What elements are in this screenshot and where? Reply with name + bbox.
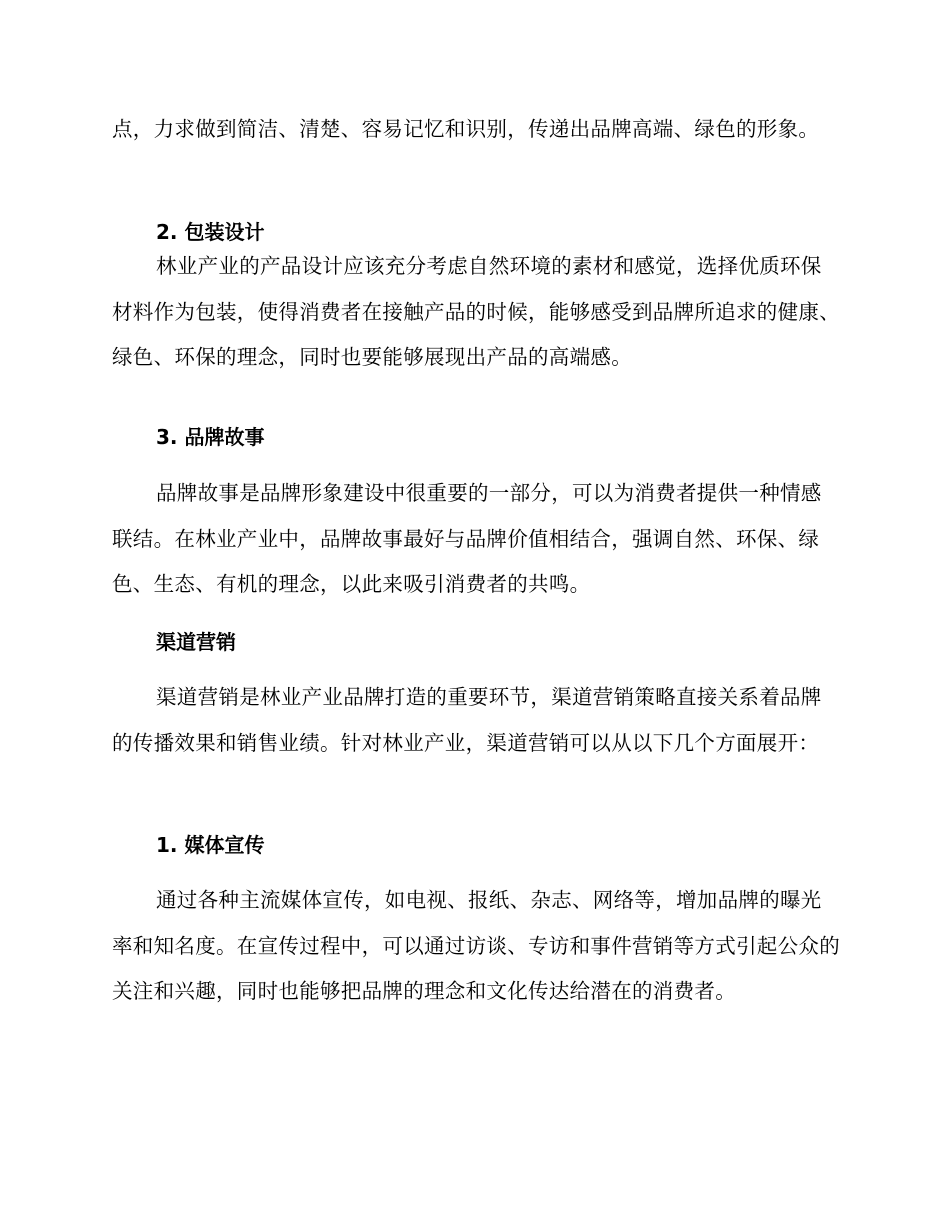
intro-paragraph-continuation: 点，力求做到简洁、清楚、容易记忆和识别，传递出品牌高端、绿色的形象。 — [112, 117, 820, 141]
section-paragraph-brand-story: 品牌故事是品牌形象建设中很重要的一部分，可以为消费者提供一种情感联结。在林业产业中，品牌故事最好与品牌价值相结合，强调自然、环保、绿色、生态、有机的理念，以此来吸引消费者的共鸣。 — [112, 481, 822, 596]
section-paragraph-channel-marketing: 渠道营销是林业产业品牌打造的重要环节，渠道营销策略直接关系着品牌的传播效果和销售业绩。针对林业产业，渠道营销可以从以下几个方面展开： — [112, 685, 822, 755]
section-heading-channel-marketing: 渠道营销 — [156, 630, 236, 654]
section-paragraph-packaging-design: 林业产业的产品设计应该充分考虑自然环境的素材和感觉，选择优质环保材料作为包装，使得消费者在接触产品的时候，能够感受到品牌所追求的健康、绿色、环保的理念，同时也要能够展现出产品的高端感。 — [112, 254, 840, 369]
section-heading-packaging-design: 2. 包装设计 — [156, 220, 265, 244]
section-paragraph-media-promotion: 通过各种主流媒体宣传，如电视、报纸、杂志、网络等，增加品牌的曝光率和知名度。在宣传过程中，可以通过访谈、专访和事件营销等方式引起公众的关注和兴趣，同时也能够把品牌的理念和文化传达给潜在的消费者。 — [112, 888, 840, 1003]
section-heading-brand-story: 3. 品牌故事 — [156, 425, 265, 449]
section-heading-media-promotion: 1. 媒体宣传 — [156, 833, 265, 857]
